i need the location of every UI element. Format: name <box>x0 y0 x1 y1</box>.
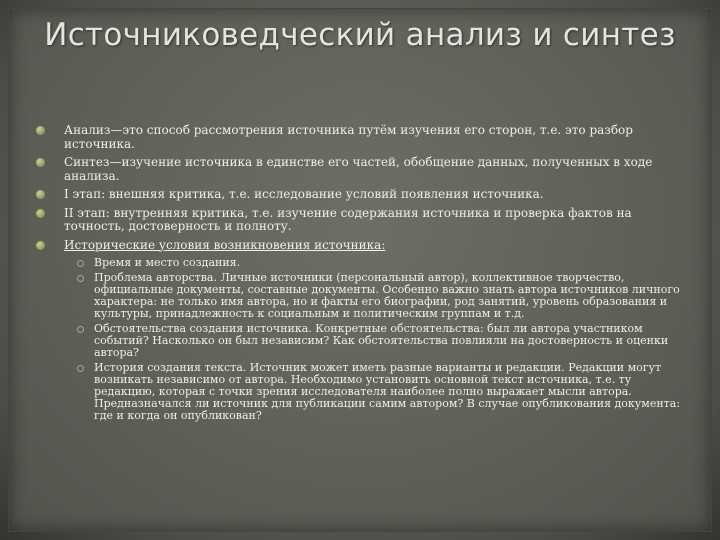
list-item <box>30 239 684 423</box>
sub-list-item-text: Время и место создания. <box>94 256 241 269</box>
sub-bullet-icon <box>77 260 84 267</box>
bullet-icon <box>36 126 45 135</box>
slide-content <box>30 124 684 427</box>
slide-title: Источниковедческий анализ и синтез <box>44 17 676 53</box>
list-item <box>30 207 684 234</box>
sub-list-item <box>64 323 684 359</box>
sub-bullet-icon <box>77 326 84 333</box>
list-item <box>30 188 684 202</box>
sub-list-item <box>64 362 684 422</box>
sub-bullet-icon <box>77 365 84 372</box>
sub-list-item <box>64 272 684 320</box>
sub-list-item-text: Обстоятельства создания источника. Конкретные обстоятельства: был ли автора участником событий? Насколько он был независим? Как обстоятельства повлияли на достоверность и оценки автора? <box>94 322 669 359</box>
bullet-icon <box>36 241 45 250</box>
sub-list-item <box>64 257 684 269</box>
list-item-text: Анализ—это способ рассмотрения источника путём изучения его сторон, т.е. это разбор источника. <box>64 123 633 151</box>
list-item <box>30 156 684 183</box>
list-item-text: II этап: внутренняя критика, т.е. изучение содержания источника и проверка фактов на точность, достоверность и полноту. <box>64 205 632 233</box>
sub-list <box>64 257 684 422</box>
sub-bullet-icon <box>77 275 84 282</box>
list-item <box>30 124 684 151</box>
list-item-text: Синтез—изучение источника в единстве его частей, обобщение данных, полученных в ходе анализа. <box>64 155 653 183</box>
list-item-text: Исторические условия возникновения источника: <box>64 237 386 252</box>
bullet-icon <box>36 158 45 167</box>
main-list <box>30 124 684 422</box>
sub-list-item-text: История создания текста. Источник может иметь разные варианты и редакции. Редакции могут возникать независимо от автора. Необходимо установить основной текст источника, т.е. ту редакцию, которая с точки зрения исследователя наиболее полно выражает мысли автора. Предназначался ли источник для публикации самим автором? В случае опубликования документа: где и когда он опубликован? <box>94 361 681 422</box>
bullet-icon <box>36 209 45 218</box>
bullet-icon <box>36 190 45 199</box>
list-item-text: I этап: внешняя критика, т.е. исследование условий появления источника. <box>64 187 544 201</box>
sub-list-item-text: Проблема авторства. Личные источники (персональный автор), коллективное творчество, официальные документы, составные документы. Особенно важно знать автора источников личного характера: не только имя автора, но и факты его биографии, род занятий, уровень образования и культуры, принадлежность к социальным и политическим группам и т.д. <box>94 271 680 320</box>
